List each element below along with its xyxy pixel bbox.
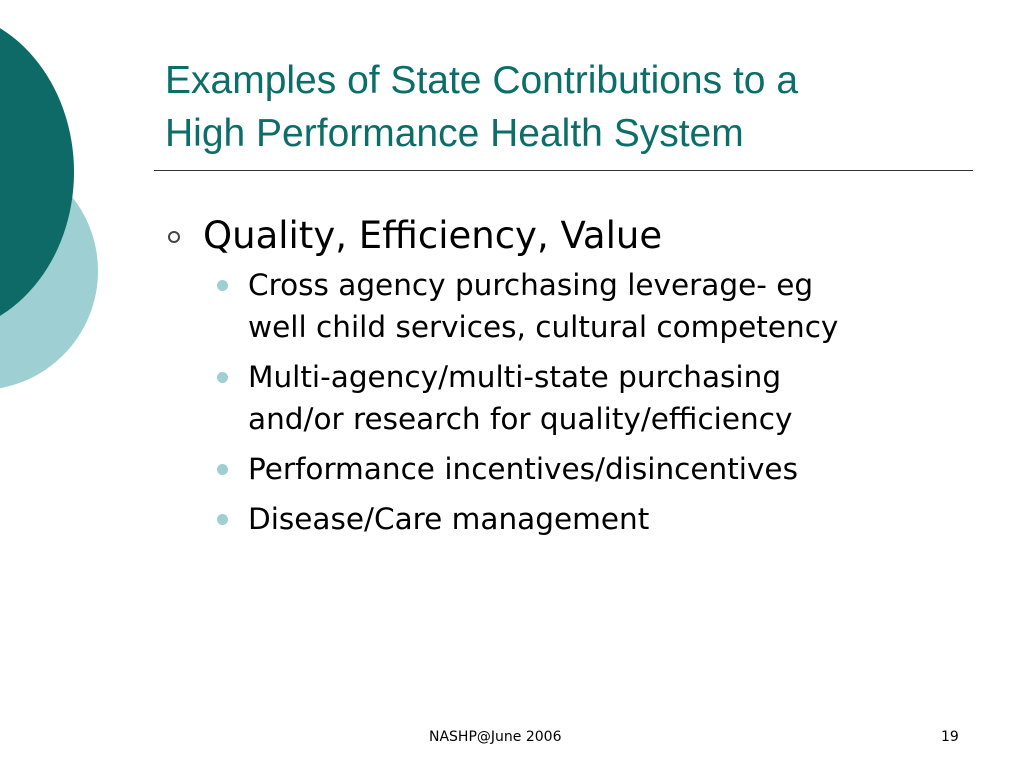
sub-bullet-list xyxy=(168,264,988,540)
sub-bullet-line: well child services, cultural competency xyxy=(248,310,839,344)
slide-title-line-2: High Performance Health System xyxy=(165,112,744,155)
sub-bullet-line: Cross agency purchasing leverage- eg xyxy=(248,268,814,302)
slide-title xyxy=(165,54,985,160)
filled-circle-bullet-icon xyxy=(217,514,228,525)
sub-bullet-item xyxy=(168,498,988,540)
slide-content xyxy=(168,212,988,540)
hollow-circle-bullet-icon xyxy=(168,231,180,243)
slide-title-line-1: Examples of State Contributions to a xyxy=(165,59,799,102)
title-divider xyxy=(154,170,973,171)
sub-bullet-line: Disease/Care management xyxy=(248,502,650,536)
filled-circle-bullet-icon xyxy=(217,372,228,383)
sub-bullet-line: and/or research for quality/efficiency xyxy=(248,402,793,436)
sub-bullet-item xyxy=(168,448,988,490)
sub-bullet-item xyxy=(168,264,988,348)
filled-circle-bullet-icon xyxy=(217,464,228,475)
page-number: 19 xyxy=(941,729,959,745)
footer-text: NASHP@June 2006 xyxy=(429,729,562,745)
sub-bullet-line: Performance incentives/disincentives xyxy=(248,452,798,486)
filled-circle-bullet-icon xyxy=(217,280,228,291)
main-bullet-text: Quality, Efficiency, Value xyxy=(203,214,663,257)
sub-bullet-line: Multi-agency/multi-state purchasing xyxy=(248,360,782,394)
sub-bullet-item xyxy=(168,356,988,440)
main-bullet-item xyxy=(168,212,988,264)
